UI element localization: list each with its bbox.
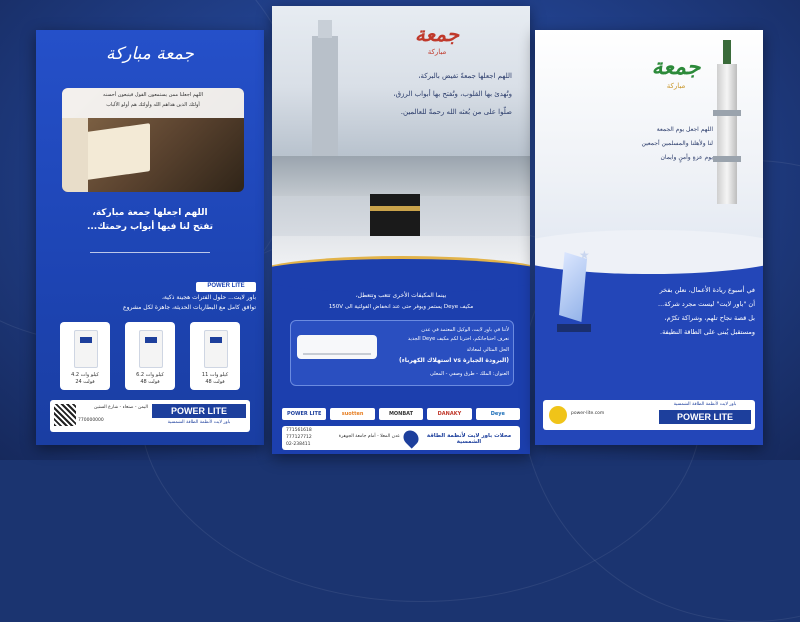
product-caption: 6.2 كيلو وات 48 فولت [136,372,164,385]
logo-top: باور لايت لأنظمة الطاقة الشمسية [673,402,737,407]
star-icon: ★ [579,248,590,262]
poster-footer [282,426,520,450]
ac-unit-image [297,335,377,359]
info-line-3: الحل المثالي لمعادلة [466,347,509,353]
minaret-balcony [713,110,741,116]
poster-center[interactable] [272,6,530,454]
offer-line-1: بينما المكيفات الأخرى تتعب وتتعطل، [355,292,447,299]
location-pin-icon [400,427,421,448]
friday-calligraphy-sub: مباركة [666,82,686,90]
footer-address: عدن المعلا - أمام جامعة الجوهرة [338,434,400,439]
inverter-screen [145,337,157,343]
friday-calligraphy: جمعة مباركة [106,44,194,64]
body-line-4: ومستقبل يُبنى على الطاقة النظيفة. [660,328,755,336]
inverter-screen [210,337,222,343]
brand-logo: Deye [476,408,520,420]
promo-line-2: توافق كامل مع البطاريات الحديثة، جاهزة لكل مشروع [123,304,256,311]
ac-offer-card[interactable] [290,320,514,386]
body-line-2: أن "باور لايت" ليست مجرد شركة... [658,300,755,308]
kaaba-band [370,206,420,211]
greeting-line-1: اللهم اجعلها جمعة مباركة، [92,208,208,218]
person-sleeve [62,118,88,192]
brand-tag: POWER LITE [207,283,245,289]
mecca-photo [272,6,530,276]
product-caption: 4.2 كيلو وات 24 فولت [71,372,99,385]
prayer-line-1: اللهم اجعلها جمعةً تفيض بالبركة، [418,72,512,80]
logo-subtitle: باور لايت لأنظمة الطاقة الشمسية [167,420,231,425]
quote-line-1: اللهم اجعلنا ممن يستمعون القول فيتبعون أحسنه [103,92,203,98]
product-card[interactable] [125,322,175,390]
info-line-2: نعرف احتياجاتكم، اخترنا لكم مكيف Deye الجديد [407,336,509,342]
kaaba [370,194,420,240]
address-line: العنوان: الملك - طرق وصفي - المعلى [430,371,509,377]
trophy-base [557,324,591,332]
friday-calligraphy-sub: مباركة [427,48,447,56]
poster-footer [50,400,250,432]
body-line-3: بل قصة نجاح تلهم، وشراكة تكرّم، [664,314,755,322]
body-line-1: في أسبوع ريادة الأعمال، نعلن بفخر [659,286,755,294]
friday-calligraphy: جمعة [414,22,460,46]
offer-line-2: مكيف Deye يستمر ويوفر حتى عند انخفاض الفولتية الى 150V [328,304,474,310]
contact-phone: 770000000 [78,418,104,423]
friday-calligraphy: جمعة [651,54,701,80]
sun-icon [549,406,567,424]
brand-logo: suotten [330,408,374,420]
quran-photo [62,88,244,192]
footer-small: power-lite.com [571,411,605,416]
poster-footer [543,400,755,430]
minaret-balcony [713,156,741,162]
footer-phone-3: 02-238411 [286,442,311,447]
brand-logo: MONBAT [379,408,423,420]
power-lite-logo: POWER LITE [659,410,751,424]
product-card[interactable] [60,322,110,390]
footer-brand: محلات باور لايت لأنظمة الطاقة الشمسية [426,433,512,445]
brand-strip [282,408,520,420]
prayer-line-2: وتُهدئ بها القلوب، وتُفتح بها أبواب الرزق، [393,90,512,98]
contact-address: اليمن - صنعاء - شارع الستين [93,405,148,410]
open-book [80,123,150,181]
prayer-line-3: يوم عزةٍ وأمنٍ وايمان [660,154,713,161]
footer-phone-2: 777127712 [286,435,312,440]
poster-left[interactable] [36,30,264,445]
minaret-spire [723,40,731,64]
quote-line-2: أولئك الذين هداهم الله وأولئك هم أولو الألباب [106,102,200,108]
prayer-line-1: اللهم اجعل يوم الجمعة [656,126,713,133]
promo-line-1: باور لايت... حلول الفترات هجينة ذكية، [161,294,256,301]
inverter-screen [80,337,92,343]
info-line-4: (البرودة الجبارة vs استهلاك الكهرباء) [399,357,509,364]
brand-logo: DANAKY [427,408,471,420]
inverter-image [139,330,163,368]
qr-code-icon [54,404,76,426]
brand-logo: POWER LITE [282,408,326,420]
poster-right[interactable] [535,30,763,445]
info-line-1: لأننا في باور لايت، الوكيل المعتمد في عدن [421,327,509,333]
mosque-arcade [272,156,530,196]
divider [90,252,210,253]
ac-vent [303,353,371,355]
power-lite-logo: POWER LITE [152,404,246,418]
inverter-image [204,330,228,368]
footer-phone-1: 771561618 [286,428,312,433]
inverter-image [74,330,98,368]
prayer-line-3: صلّوا على من بُعثه الله رحمةً للعالمين. [400,108,512,116]
prayer-line-2: لنا ولأهلنا والمسلمين أجمعين [641,140,713,147]
greeting-line-2: تفتح لنا فيها أبواب رحمتك... [86,222,214,232]
clock-tower-top [318,20,332,38]
product-caption: 11 كيلو وات 48 فولت [201,372,229,385]
product-card[interactable] [190,322,240,390]
gold-wave [272,256,530,293]
